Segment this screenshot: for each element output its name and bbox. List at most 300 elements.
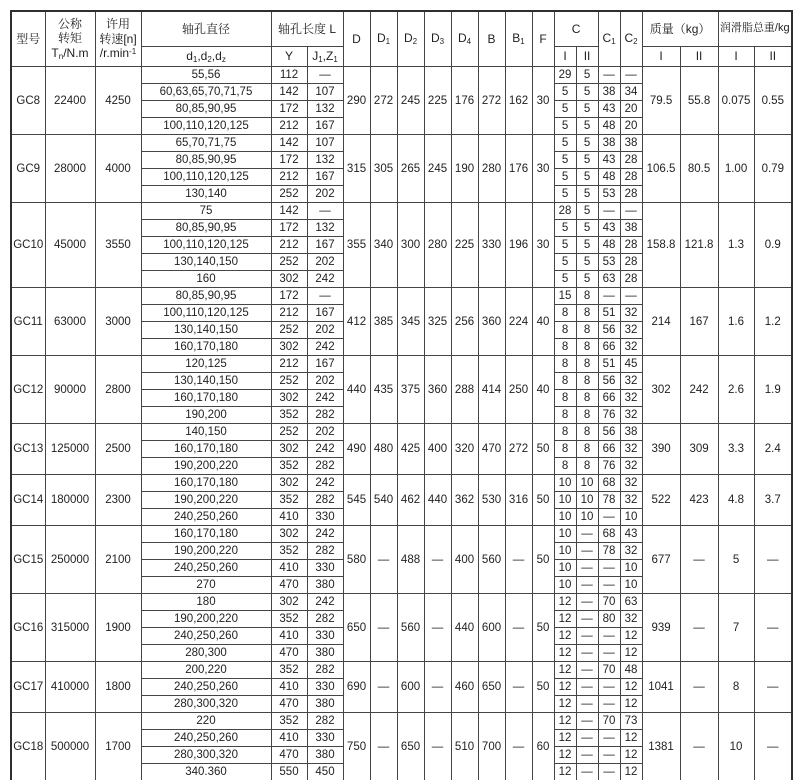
cell-c-ii: 5 — [576, 118, 598, 135]
cell-length-y: 252 — [271, 424, 307, 441]
cell-d: 290 — [343, 67, 370, 135]
cell-length-jz: 380 — [307, 747, 343, 764]
cell-c-i: 12 — [554, 764, 576, 780]
col-header-f: F — [532, 11, 554, 67]
cell-c-i: 8 — [554, 305, 576, 322]
cell-b1: 250 — [505, 356, 532, 424]
cell-grease-ii: — — [754, 662, 792, 713]
cell-c-i: 5 — [554, 135, 576, 152]
cell-length-y: 302 — [271, 594, 307, 611]
cell-bore-diameters: 55,56 — [141, 67, 271, 84]
cell-length-y: 410 — [271, 679, 307, 696]
cell-c2: — — [620, 67, 642, 84]
cell-bore-diameters: 140,150 — [141, 424, 271, 441]
cell-c-i: 5 — [554, 220, 576, 237]
cell-d3: — — [424, 713, 451, 780]
cell-d: 650 — [343, 594, 370, 662]
cell-length-jz: 132 — [307, 220, 343, 237]
cell-c-i: 8 — [554, 339, 576, 356]
cell-b: 650 — [478, 662, 505, 713]
cell-d4: 225 — [451, 203, 478, 288]
col-header-length-y: Y — [271, 47, 307, 67]
cell-c-ii: 8 — [576, 322, 598, 339]
cell-b1: 224 — [505, 288, 532, 356]
cell-d4: 460 — [451, 662, 478, 713]
cell-c-i: 10 — [554, 543, 576, 560]
cell-length-y: 470 — [271, 747, 307, 764]
cell-c1: 51 — [598, 305, 620, 322]
cell-bore-diameters: 120,125 — [141, 356, 271, 373]
cell-c-ii: 5 — [576, 67, 598, 84]
cell-c-ii: 5 — [576, 152, 598, 169]
cell-f: 30 — [532, 135, 554, 203]
cell-bore-diameters: 240,250,260 — [141, 730, 271, 747]
cell-c1: 48 — [598, 118, 620, 135]
cell-b: 360 — [478, 288, 505, 356]
cell-length-y: 470 — [271, 645, 307, 662]
cell-c2: 12 — [620, 645, 642, 662]
cell-d3: 440 — [424, 475, 451, 526]
cell-bore-diameters: 160 — [141, 271, 271, 288]
cell-d3: 280 — [424, 203, 451, 288]
cell-grease-i: 4.8 — [718, 475, 754, 526]
cell-nominal-torque: 63000 — [45, 288, 95, 356]
cell-bore-diameters: 200,220 — [141, 662, 271, 679]
col-header-length-group: 轴孔长度 L — [271, 11, 343, 47]
cell-d3: 225 — [424, 67, 451, 135]
cell-length-jz: 167 — [307, 356, 343, 373]
cell-b1: 196 — [505, 203, 532, 288]
cell-f: 50 — [532, 424, 554, 475]
cell-c-ii: — — [576, 662, 598, 679]
cell-c-i: 10 — [554, 475, 576, 492]
cell-length-y: 142 — [271, 203, 307, 220]
cell-length-jz: 242 — [307, 475, 343, 492]
cell-c-ii: — — [576, 628, 598, 645]
cell-bore-diameters: 100,110,120,125 — [141, 237, 271, 254]
cell-b: 272 — [478, 67, 505, 135]
cell-length-y: 410 — [271, 509, 307, 526]
cell-model: GC13 — [11, 424, 45, 475]
cell-c-ii: 8 — [576, 407, 598, 424]
col-header-grease-ii: II — [754, 47, 792, 67]
cell-d1: 480 — [370, 424, 397, 475]
cell-c-ii: 8 — [576, 390, 598, 407]
cell-grease-i: 1.00 — [718, 135, 754, 203]
cell-length-jz: 132 — [307, 152, 343, 169]
cell-b: 700 — [478, 713, 505, 780]
spec-row — [11, 424, 792, 441]
cell-d1: 305 — [370, 135, 397, 203]
cell-c-ii: 5 — [576, 220, 598, 237]
cell-model: GC10 — [11, 203, 45, 288]
cell-d1: 340 — [370, 203, 397, 288]
cell-c-ii: 8 — [576, 305, 598, 322]
cell-c-i: 12 — [554, 747, 576, 764]
cell-bore-diameters: 280,300 — [141, 645, 271, 662]
cell-d3: 400 — [424, 424, 451, 475]
cell-bore-diameters: 270 — [141, 577, 271, 594]
cell-length-y: 252 — [271, 254, 307, 271]
cell-c1: 63 — [598, 271, 620, 288]
cell-c1: 43 — [598, 101, 620, 118]
cell-length-y: 252 — [271, 373, 307, 390]
cell-b1: — — [505, 713, 532, 780]
cell-nominal-torque: 315000 — [45, 594, 95, 662]
spec-row — [11, 135, 792, 152]
cell-f: 30 — [532, 203, 554, 288]
cell-length-jz: 202 — [307, 186, 343, 203]
cell-length-jz: 202 — [307, 254, 343, 271]
cell-b1: 162 — [505, 67, 532, 135]
cell-grease-ii: 2.4 — [754, 424, 792, 475]
cell-grease-ii: — — [754, 713, 792, 780]
cell-b: 280 — [478, 135, 505, 203]
cell-allowable-speed: 2100 — [95, 526, 141, 594]
cell-c-i: 8 — [554, 373, 576, 390]
cell-grease-ii: 0.79 — [754, 135, 792, 203]
cell-c1: 70 — [598, 713, 620, 730]
cell-c-ii: — — [576, 730, 598, 747]
cell-c-i: 10 — [554, 492, 576, 509]
spec-row — [11, 594, 792, 611]
cell-b: 560 — [478, 526, 505, 594]
cell-f: 50 — [532, 526, 554, 594]
cell-c2: 73 — [620, 713, 642, 730]
cell-c-i: 8 — [554, 424, 576, 441]
cell-c2: 20 — [620, 101, 642, 118]
cell-length-y: 352 — [271, 407, 307, 424]
cell-bore-diameters: 190,200,220 — [141, 611, 271, 628]
cell-c-ii: — — [576, 526, 598, 543]
cell-c1: 43 — [598, 152, 620, 169]
cell-grease-i: 10 — [718, 713, 754, 780]
cell-grease-i: 8 — [718, 662, 754, 713]
col-header-c2: $C_2$ — [620, 11, 642, 67]
cell-d: 545 — [343, 475, 370, 526]
cell-nominal-torque: 28000 — [45, 135, 95, 203]
cell-allowable-speed: 4000 — [95, 135, 141, 203]
cell-c1: — — [598, 203, 620, 220]
cell-c-i: 5 — [554, 186, 576, 203]
cell-length-y: 252 — [271, 186, 307, 203]
cell-grease-ii: — — [754, 526, 792, 594]
cell-allowable-speed: 2500 — [95, 424, 141, 475]
cell-b1: — — [505, 662, 532, 713]
cell-c-ii: — — [576, 560, 598, 577]
cell-c1: 43 — [598, 220, 620, 237]
cell-d3: — — [424, 594, 451, 662]
cell-mass-i: 158.8 — [642, 203, 680, 288]
cell-length-y: 410 — [271, 628, 307, 645]
cell-c-i: 8 — [554, 407, 576, 424]
cell-d2: 425 — [397, 424, 424, 475]
col-header-grease-i: I — [718, 47, 754, 67]
cell-d4: 176 — [451, 67, 478, 135]
cell-model: GC11 — [11, 288, 45, 356]
cell-c-ii: — — [576, 543, 598, 560]
cell-bore-diameters: 65,70,71,75 — [141, 135, 271, 152]
cell-c2: — — [620, 203, 642, 220]
cell-c-i: 8 — [554, 441, 576, 458]
cell-nominal-torque: 500000 — [45, 713, 95, 780]
cell-length-jz: 242 — [307, 594, 343, 611]
cell-mass-ii: 55.8 — [680, 67, 718, 135]
cell-c2: 38 — [620, 220, 642, 237]
cell-c1: 68 — [598, 475, 620, 492]
cell-allowable-speed: 2800 — [95, 356, 141, 424]
cell-c1: 56 — [598, 373, 620, 390]
cell-c1: 76 — [598, 407, 620, 424]
col-header-c1: $C_1$ — [598, 11, 620, 67]
cell-c2: 32 — [620, 305, 642, 322]
cell-mass-i: 1041 — [642, 662, 680, 713]
cell-d4: 400 — [451, 526, 478, 594]
cell-bore-diameters: 160,170,180 — [141, 526, 271, 543]
cell-d2: 650 — [397, 713, 424, 780]
cell-bore-diameters: 240,250,260 — [141, 628, 271, 645]
cell-bore-diameters: 80,85,90,95 — [141, 288, 271, 305]
cell-c1: 66 — [598, 390, 620, 407]
cell-c-i: 29 — [554, 67, 576, 84]
cell-length-jz: 242 — [307, 441, 343, 458]
cell-grease-ii: — — [754, 594, 792, 662]
cell-d: 490 — [343, 424, 370, 475]
cell-d: 440 — [343, 356, 370, 424]
cell-bore-diameters: 80,85,90,95 — [141, 152, 271, 169]
cell-length-jz: 202 — [307, 424, 343, 441]
cell-nominal-torque: 22400 — [45, 67, 95, 135]
cell-c1: — — [598, 509, 620, 526]
spec-row — [11, 288, 792, 305]
cell-c1: 70 — [598, 594, 620, 611]
cell-c-ii: 8 — [576, 458, 598, 475]
cell-c2: 32 — [620, 543, 642, 560]
cell-nominal-torque: 410000 — [45, 662, 95, 713]
cell-c-i: 8 — [554, 458, 576, 475]
cell-c-i: 5 — [554, 84, 576, 101]
cell-c2: 12 — [620, 747, 642, 764]
cell-f: 50 — [532, 594, 554, 662]
cell-d3: — — [424, 662, 451, 713]
cell-b: 530 — [478, 475, 505, 526]
col-header-c-group: C — [554, 11, 598, 47]
cell-c2: 32 — [620, 475, 642, 492]
cell-length-jz: 282 — [307, 458, 343, 475]
cell-c1: 48 — [598, 237, 620, 254]
col-header-torque: 公称 转矩 $T_n/N.m$ — [45, 11, 95, 67]
cell-c-ii: 5 — [576, 254, 598, 271]
cell-bore-diameters: 190,200,220 — [141, 543, 271, 560]
cell-c-ii: — — [576, 679, 598, 696]
cell-c-ii: 8 — [576, 424, 598, 441]
cell-c2: 10 — [620, 509, 642, 526]
cell-length-y: 302 — [271, 339, 307, 356]
cell-length-jz: — — [307, 67, 343, 84]
cell-c-ii: 8 — [576, 356, 598, 373]
cell-length-jz: 380 — [307, 696, 343, 713]
cell-length-y: 302 — [271, 526, 307, 543]
cell-f: 40 — [532, 356, 554, 424]
cell-c2: 12 — [620, 696, 642, 713]
cell-grease-i: 1.6 — [718, 288, 754, 356]
cell-length-jz: 167 — [307, 118, 343, 135]
cell-allowable-speed: 3000 — [95, 288, 141, 356]
cell-d2: 345 — [397, 288, 424, 356]
cell-c-ii: 5 — [576, 169, 598, 186]
cell-bore-diameters: 190,200,220 — [141, 492, 271, 509]
cell-c1: — — [598, 560, 620, 577]
cell-c-i: 5 — [554, 271, 576, 288]
cell-length-y: 352 — [271, 713, 307, 730]
cell-length-jz: 242 — [307, 271, 343, 288]
cell-c1: 56 — [598, 424, 620, 441]
cell-c-ii: 8 — [576, 373, 598, 390]
cell-d2: 488 — [397, 526, 424, 594]
cell-c2: 32 — [620, 611, 642, 628]
cell-length-y: 352 — [271, 611, 307, 628]
cell-grease-i: 3.3 — [718, 424, 754, 475]
cell-length-jz: — — [307, 203, 343, 220]
cell-c-i: 8 — [554, 390, 576, 407]
cell-bore-diameters: 160,170,180 — [141, 390, 271, 407]
cell-c-ii: 5 — [576, 186, 598, 203]
cell-bore-diameters: 190,200,220 — [141, 458, 271, 475]
cell-length-y: 352 — [271, 543, 307, 560]
cell-model: GC17 — [11, 662, 45, 713]
cell-length-y: 470 — [271, 696, 307, 713]
cell-b1: 316 — [505, 475, 532, 526]
cell-c2: 32 — [620, 492, 642, 509]
cell-f: 50 — [532, 475, 554, 526]
cell-bore-diameters: 340.360 — [141, 764, 271, 780]
cell-c-ii: — — [576, 713, 598, 730]
cell-bore-diameters: 280,300,320 — [141, 747, 271, 764]
col-header-b: B — [478, 11, 505, 67]
cell-length-y: 302 — [271, 475, 307, 492]
cell-c-ii: — — [576, 747, 598, 764]
cell-b: 600 — [478, 594, 505, 662]
cell-c-i: 12 — [554, 679, 576, 696]
cell-bore-diameters: 80,85,90,95 — [141, 101, 271, 118]
cell-model: GC14 — [11, 475, 45, 526]
coupling-spec-table — [10, 10, 793, 780]
cell-d3: 245 — [424, 135, 451, 203]
cell-c-ii: 10 — [576, 509, 598, 526]
cell-mass-ii: — — [680, 713, 718, 780]
cell-c1: 56 — [598, 322, 620, 339]
cell-model: GC12 — [11, 356, 45, 424]
cell-length-y: 172 — [271, 220, 307, 237]
cell-length-jz: — — [307, 288, 343, 305]
cell-c1: — — [598, 628, 620, 645]
cell-c2: 32 — [620, 322, 642, 339]
cell-length-y: 550 — [271, 764, 307, 780]
cell-b1: 272 — [505, 424, 532, 475]
cell-mass-i: 1381 — [642, 713, 680, 780]
cell-f: 40 — [532, 288, 554, 356]
cell-d2: 560 — [397, 594, 424, 662]
cell-c-ii: — — [576, 594, 598, 611]
cell-grease-ii: 1.9 — [754, 356, 792, 424]
cell-length-jz: 242 — [307, 339, 343, 356]
cell-c-ii: — — [576, 611, 598, 628]
cell-c-i: 8 — [554, 322, 576, 339]
cell-c-i: 12 — [554, 662, 576, 679]
cell-c-ii: 5 — [576, 271, 598, 288]
spec-row — [11, 526, 792, 543]
cell-c2: 28 — [620, 169, 642, 186]
cell-grease-i: 2.6 — [718, 356, 754, 424]
cell-c2: 38 — [620, 135, 642, 152]
cell-length-jz: 242 — [307, 526, 343, 543]
cell-mass-i: 302 — [642, 356, 680, 424]
cell-bore-diameters: 280,300,320 — [141, 696, 271, 713]
col-header-model: 型号 — [11, 11, 45, 67]
cell-c2: 32 — [620, 373, 642, 390]
col-header-d4: $D_4$ — [451, 11, 478, 67]
cell-c2: 10 — [620, 577, 642, 594]
cell-length-y: 252 — [271, 322, 307, 339]
spec-row — [11, 475, 792, 492]
cell-mass-ii: 242 — [680, 356, 718, 424]
cell-d2: 300 — [397, 203, 424, 288]
cell-c-ii: — — [576, 764, 598, 780]
cell-length-y: 302 — [271, 390, 307, 407]
cell-c-i: 5 — [554, 101, 576, 118]
cell-bore-diameters: 180 — [141, 594, 271, 611]
cell-c1: — — [598, 67, 620, 84]
cell-c-i: 15 — [554, 288, 576, 305]
col-header-d2: $D_2$ — [397, 11, 424, 67]
cell-mass-i: 677 — [642, 526, 680, 594]
cell-c2: 12 — [620, 679, 642, 696]
cell-length-y: 470 — [271, 577, 307, 594]
cell-c1: — — [598, 696, 620, 713]
cell-length-y: 142 — [271, 135, 307, 152]
cell-bore-diameters: 130,140,150 — [141, 322, 271, 339]
cell-c2: 12 — [620, 764, 642, 780]
cell-length-jz: 282 — [307, 543, 343, 560]
cell-c2: — — [620, 288, 642, 305]
cell-mass-ii: 80.5 — [680, 135, 718, 203]
col-header-d: D — [343, 11, 370, 67]
cell-c-i: 10 — [554, 509, 576, 526]
cell-d1: — — [370, 713, 397, 780]
cell-mass-ii: 309 — [680, 424, 718, 475]
cell-c1: 53 — [598, 254, 620, 271]
cell-length-jz: 282 — [307, 662, 343, 679]
cell-f: 60 — [532, 713, 554, 780]
cell-allowable-speed: 1700 — [95, 713, 141, 780]
cell-d4: 288 — [451, 356, 478, 424]
cell-grease-i: 1.3 — [718, 203, 754, 288]
col-header-grease-group: 润滑脂总重/kg — [718, 11, 792, 47]
cell-c1: 70 — [598, 662, 620, 679]
cell-d3: — — [424, 526, 451, 594]
cell-c2: 38 — [620, 424, 642, 441]
col-header-mass-i: I — [642, 47, 680, 67]
cell-c-i: 12 — [554, 730, 576, 747]
cell-c-i: 12 — [554, 628, 576, 645]
cell-c-ii: 5 — [576, 135, 598, 152]
cell-d2: 375 — [397, 356, 424, 424]
cell-c-ii: 8 — [576, 441, 598, 458]
cell-length-y: 172 — [271, 152, 307, 169]
cell-d: 412 — [343, 288, 370, 356]
cell-bore-diameters: 130,140,150 — [141, 373, 271, 390]
cell-d: 690 — [343, 662, 370, 713]
